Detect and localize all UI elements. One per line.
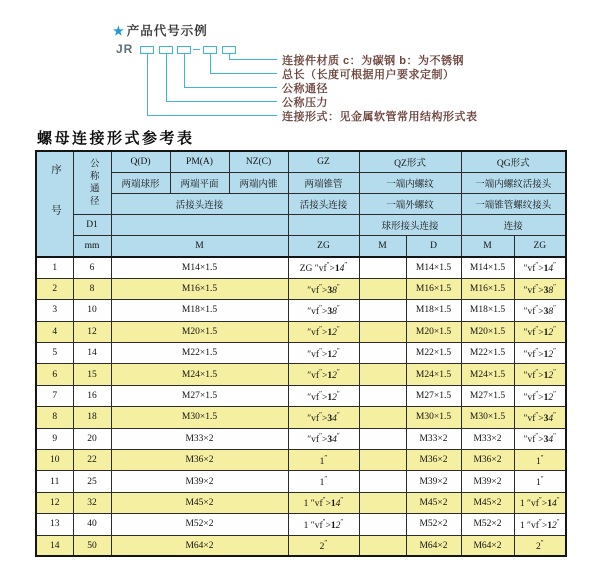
cell-qg_m: M64×2	[461, 535, 514, 556]
cell-m: M45×2	[111, 492, 288, 513]
leader-line	[229, 59, 277, 60]
header-seq	[36, 151, 73, 257]
cell-dn: 12	[73, 321, 111, 342]
cell-no: 7	[36, 385, 73, 406]
cell-qz_d: M20×1.5	[406, 321, 461, 342]
cell-qz_m	[359, 407, 406, 428]
header-qg-sub3: 连接	[461, 215, 566, 236]
cell-no: 4	[36, 321, 73, 342]
cell-dn: 20	[73, 428, 111, 449]
cell-qg_m: M52×2	[461, 514, 514, 535]
cell-qg_m: M14×1.5	[461, 257, 514, 278]
cell-qg_m: M33×2	[461, 428, 514, 449]
cell-gz: ZG ″vf″>14″	[288, 257, 359, 278]
header-qz-m: M	[359, 236, 406, 258]
code-box-2	[159, 46, 173, 54]
table-row	[36, 535, 566, 556]
cell-gz: 1″	[288, 450, 359, 471]
header-row-1	[36, 151, 566, 173]
leader-line	[147, 115, 277, 116]
cell-qz_m	[359, 471, 406, 492]
cell-qz_d: M18×1.5	[406, 300, 461, 321]
cell-m: M20×1.5	[111, 321, 288, 342]
cell-qg_m: M20×1.5	[461, 321, 514, 342]
cell-no: 13	[36, 514, 73, 535]
cell-gz: 1 ″vf″>14″	[288, 492, 359, 513]
cell-qz_m	[359, 321, 406, 342]
header-col-qg: QG形式	[461, 151, 566, 173]
header-zg-label: ZG	[288, 236, 359, 258]
cell-qz_d: M64×2	[406, 535, 461, 556]
cell-dn: 22	[73, 450, 111, 471]
cell-no: 9	[36, 428, 73, 449]
cell-no: 2	[36, 278, 73, 299]
cell-no: 11	[36, 471, 73, 492]
cell-m: M22×1.5	[111, 343, 288, 364]
table-row	[36, 300, 566, 321]
code-box-1	[140, 46, 154, 54]
header-dn	[73, 151, 111, 215]
cell-no: 5	[36, 343, 73, 364]
cell-qz_m	[359, 364, 406, 385]
cell-m: M64×2	[111, 535, 288, 556]
cell-qz_d: M14×1.5	[406, 257, 461, 278]
cell-no: 14	[36, 535, 73, 556]
cell-gz: 2″	[288, 535, 359, 556]
nut-connection-table	[35, 150, 567, 557]
cell-qg_zg: ″vf″>14″	[514, 257, 566, 278]
code-box-3	[177, 46, 191, 54]
header-col-pm: PM(A)	[170, 151, 229, 173]
cell-no: 3	[36, 300, 73, 321]
leader-line	[166, 101, 277, 102]
code-prefix: JR	[116, 42, 134, 56]
cell-qg_zg: ″vf″>12″	[514, 343, 566, 364]
header-col-gz: GZ	[288, 151, 359, 173]
cell-gz: ″vf″>38″	[288, 300, 359, 321]
header-col-q: Q(D)	[111, 151, 170, 173]
cell-qz_d: M16×1.5	[406, 278, 461, 299]
header-qg-zg: ZG	[514, 236, 566, 258]
table-row	[36, 428, 566, 449]
cell-m: M30×1.5	[111, 407, 288, 428]
diagram-title-text: 产品代号示例	[126, 24, 208, 38]
header-qz-d: D	[406, 236, 461, 258]
cell-dn: 14	[73, 343, 111, 364]
cell-qg_zg: 2″	[514, 535, 566, 556]
cell-qz_d: M52×2	[406, 514, 461, 535]
cell-qg_m: M18×1.5	[461, 300, 514, 321]
leader-line	[184, 87, 277, 88]
table-row	[36, 364, 566, 385]
cell-qz_m	[359, 300, 406, 321]
cell-qz_m	[359, 385, 406, 406]
cell-qz_d: M36×2	[406, 450, 461, 471]
table-row	[36, 321, 566, 342]
cell-no: 8	[36, 407, 73, 428]
cell-qz_m	[359, 492, 406, 513]
cell-qg_zg: ″vf″>12″	[514, 364, 566, 385]
header-qz-sub2: 一端外螺纹	[359, 194, 461, 215]
cell-qg_zg: 1 ″vf″>12″	[514, 514, 566, 535]
header-gz-sub: 两端锥管	[288, 173, 359, 194]
leader-line	[184, 54, 185, 87]
cell-m: M24×1.5	[111, 364, 288, 385]
table-row	[36, 450, 566, 471]
header-row-5	[36, 236, 566, 258]
header-gz-joint: 活接头连接	[288, 194, 359, 215]
code-box-4	[203, 46, 217, 54]
annotation-total-length: 总长（长度可根据用户要求定制）	[282, 69, 455, 81]
cell-dn: 32	[73, 492, 111, 513]
cell-qg_zg: ″vf″>12″	[514, 321, 566, 342]
cell-qz_m	[359, 535, 406, 556]
header-qz-sub1: 一端内螺纹	[359, 173, 461, 194]
header-seq-text: 序号	[50, 163, 61, 245]
header-row-3	[36, 194, 566, 215]
cell-qg_m: M30×1.5	[461, 407, 514, 428]
cell-m: M33×2	[111, 428, 288, 449]
cell-gz: ″vf″>34″	[288, 428, 359, 449]
header-row-2	[36, 173, 566, 194]
leader-line	[147, 54, 148, 115]
cell-qg_zg: 1″	[514, 471, 566, 492]
cell-dn: 15	[73, 364, 111, 385]
cell-qz_m	[359, 514, 406, 535]
header-nz-sub: 两端内锥	[229, 173, 288, 194]
cell-qg_zg: ″vf″>34″	[514, 407, 566, 428]
cell-gz: ″vf″>12″	[288, 321, 359, 342]
leader-line	[166, 54, 167, 101]
cell-dn: 8	[73, 278, 111, 299]
table-title: 螺母连接形式参考表	[37, 131, 195, 147]
cell-m: M52×2	[111, 514, 288, 535]
cell-m: M14×1.5	[111, 257, 288, 278]
cell-m: M18×1.5	[111, 300, 288, 321]
header-q-sub: 两端球形	[111, 173, 170, 194]
annotation-connection-form: 连接形式：见金属软管常用结构形式表	[282, 111, 478, 123]
cell-qg_zg: ″vf″>12″	[514, 385, 566, 406]
table-row	[36, 514, 566, 535]
cell-qz_d: M24×1.5	[406, 364, 461, 385]
cell-dn: 50	[73, 535, 111, 556]
cell-qg_m: M36×2	[461, 450, 514, 471]
cell-qz_d: M39×2	[406, 471, 461, 492]
header-row-4	[36, 215, 566, 236]
table-row	[36, 471, 566, 492]
diagram-title	[113, 21, 208, 39]
cell-qz_m	[359, 257, 406, 278]
cell-qg_zg: ″vf″>38″	[514, 300, 566, 321]
header-d1: D1	[73, 215, 111, 236]
cell-qz_m	[359, 450, 406, 471]
table-row	[36, 407, 566, 428]
cell-qg_m: M24×1.5	[461, 364, 514, 385]
cell-qg_m: M27×1.5	[461, 385, 514, 406]
cell-dn: 40	[73, 514, 111, 535]
cell-no: 1	[36, 257, 73, 278]
cell-qz_d: M45×2	[406, 492, 461, 513]
cell-dn: 25	[73, 471, 111, 492]
cell-m: M36×2	[111, 450, 288, 471]
cell-qz_m	[359, 428, 406, 449]
cell-qz_m	[359, 278, 406, 299]
annotation-nominal-diameter: 公称通径	[282, 83, 328, 95]
cell-gz: ″vf″>12″	[288, 385, 359, 406]
table-row	[36, 492, 566, 513]
cell-qg_m: M16×1.5	[461, 278, 514, 299]
cell-m: M16×1.5	[111, 278, 288, 299]
cell-qg_m: M22×1.5	[461, 343, 514, 364]
cell-qz_d: M30×1.5	[406, 407, 461, 428]
table-body	[36, 257, 566, 556]
cell-qz_m	[359, 343, 406, 364]
cell-dn: 10	[73, 300, 111, 321]
header-qg-sub1: 一端内螺纹活接头	[461, 173, 566, 194]
leader-line	[210, 54, 211, 73]
header-dn-text: 公称通径	[87, 158, 98, 208]
cell-qg_m: M45×2	[461, 492, 514, 513]
blank-cell	[111, 215, 288, 236]
header-qz-sub3: 球形接头连接	[359, 215, 461, 236]
cell-dn: 18	[73, 407, 111, 428]
blank-cell	[288, 215, 359, 236]
header-m-label: M	[111, 236, 288, 258]
cell-no: 12	[36, 492, 73, 513]
cell-gz: 1 ″vf″>12″	[288, 514, 359, 535]
header-qg-sub2: 一端锥管螺纹接头	[461, 194, 566, 215]
cell-no: 6	[36, 364, 73, 385]
table-row	[36, 257, 566, 278]
code-box-5	[222, 46, 236, 54]
cell-qz_d: M27×1.5	[406, 385, 461, 406]
cell-qg_zg: ″vf″>38″	[514, 278, 566, 299]
cell-qg_m: M39×2	[461, 471, 514, 492]
header-col-qz: QZ形式	[359, 151, 461, 173]
table-row	[36, 343, 566, 364]
cell-qz_d: M22×1.5	[406, 343, 461, 364]
cell-qg_zg: 1″	[514, 450, 566, 471]
header-live-joint: 活接头连接	[111, 194, 288, 215]
table-row	[36, 385, 566, 406]
cell-dn: 16	[73, 385, 111, 406]
cell-qg_zg: 1 ″vf″>14″	[514, 492, 566, 513]
table-row	[36, 278, 566, 299]
header-pm-sub: 两端平面	[170, 173, 229, 194]
header-mm: mm	[73, 236, 111, 258]
annotation-nominal-pressure: 公称压力	[282, 97, 328, 109]
cell-gz: ″vf″>34″	[288, 407, 359, 428]
cell-gz: ″vf″>12″	[288, 364, 359, 385]
cell-qg_zg: ″vf″>34″	[514, 428, 566, 449]
cell-gz: ″vf″>38″	[288, 278, 359, 299]
header-col-nz: NZ(C)	[229, 151, 288, 173]
cell-qz_d: M33×2	[406, 428, 461, 449]
star-icon: ★	[113, 24, 125, 38]
annotation-material: 连接件材质 c：为碳钢 b：为不锈钢	[282, 55, 464, 67]
header-qg-m: M	[461, 236, 514, 258]
cell-no: 10	[36, 450, 73, 471]
cell-m: M39×2	[111, 471, 288, 492]
cell-m: M27×1.5	[111, 385, 288, 406]
leader-line	[210, 73, 277, 74]
cell-gz: ″vf″>12″	[288, 343, 359, 364]
cell-dn: 6	[73, 257, 111, 278]
code-dash	[193, 49, 200, 50]
cell-gz: 1″	[288, 471, 359, 492]
